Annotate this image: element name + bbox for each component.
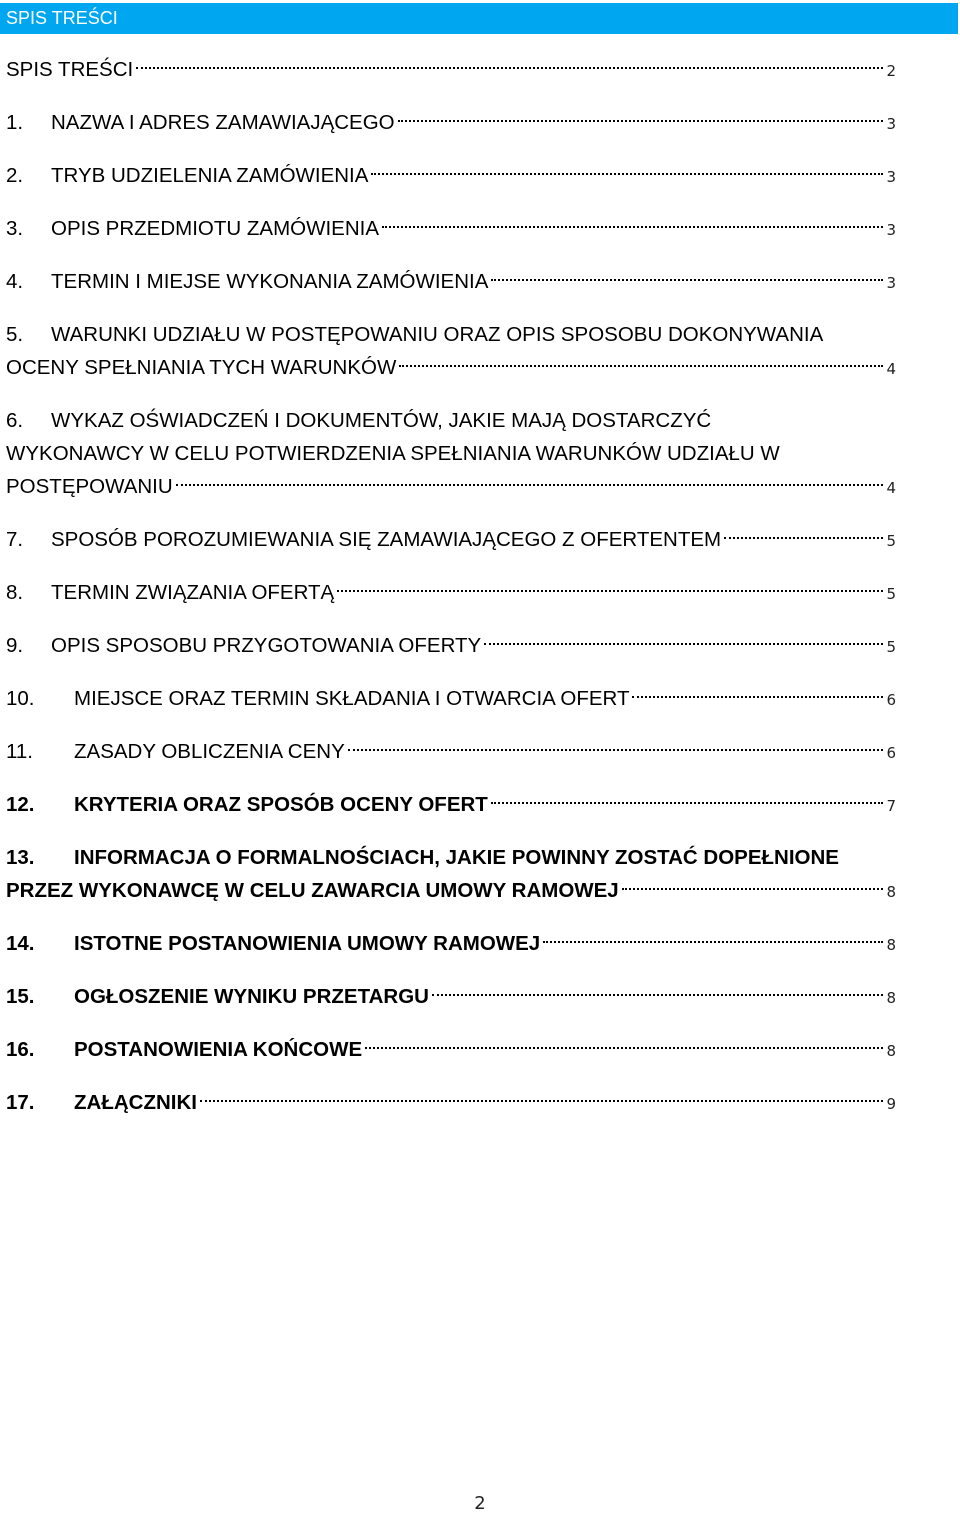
toc-entry-title: SPOSÓB POROZUMIEWANIA SIĘ ZAMAWIAJĄCEGO Z OFERTENTEM	[51, 528, 722, 551]
toc-entry-page: 5	[886, 638, 896, 656]
toc-entry-title: TRYB UDZIELENIA ZAMÓWIENIA	[51, 164, 369, 187]
toc-entry[interactable]	[6, 735, 896, 768]
toc-entry-page: 5	[886, 585, 896, 603]
toc-entry[interactable]	[6, 1086, 896, 1119]
toc-entry-number: 1.	[6, 111, 24, 134]
toc-entry-page: 7	[886, 797, 896, 815]
toc-entry-page: 3	[886, 168, 896, 186]
toc-entry[interactable]	[6, 318, 896, 384]
dot-leader	[491, 279, 883, 281]
toc-entry[interactable]	[6, 53, 896, 86]
toc-entry-page: 8	[886, 1042, 896, 1060]
toc-entry-number: 12.	[6, 793, 35, 816]
toc-entry-number: 17.	[6, 1091, 35, 1114]
toc-entry[interactable]	[6, 404, 896, 503]
toc-entry-page: 4	[886, 479, 896, 497]
dot-leader	[724, 537, 883, 539]
dot-leader	[371, 173, 883, 175]
toc-entry[interactable]	[6, 106, 896, 139]
toc-entry-number: 10.	[6, 687, 35, 710]
toc-entry[interactable]	[6, 212, 896, 245]
toc-entry-title: OCENY SPEŁNIANIA TYCH WARUNKÓW	[6, 356, 397, 379]
dot-leader	[491, 802, 884, 804]
toc-entry-number: 7.	[6, 528, 24, 551]
toc-entry-page: 8	[886, 883, 896, 901]
toc-entry-page: 3	[886, 221, 896, 239]
toc-entry[interactable]	[6, 1033, 896, 1066]
toc-entry-number: 6.	[6, 409, 24, 432]
toc-entry-number: 13.	[6, 846, 35, 869]
toc-entry-title: KRYTERIA ORAZ SPOSÓB OCENY OFERT	[74, 793, 488, 816]
toc-entry-number: 15.	[6, 985, 35, 1008]
toc-entry-title: ZAŁĄCZNIKI	[74, 1091, 197, 1114]
toc-entry[interactable]	[6, 841, 896, 907]
toc-entry-page: 6	[886, 744, 896, 762]
dot-leader	[348, 749, 884, 751]
toc-entry[interactable]	[6, 629, 896, 662]
toc-entry-number: 9.	[6, 634, 24, 657]
toc-entry-number: 8.	[6, 581, 24, 604]
page-number: 2	[474, 1493, 486, 1514]
toc-entry[interactable]	[6, 980, 896, 1013]
dot-leader	[337, 590, 883, 592]
toc-entry-page: 5	[886, 532, 896, 550]
toc-entry-title: OGŁOSZENIE WYNIKU PRZETARGU	[74, 985, 429, 1008]
toc-entry-title: WARUNKI UDZIAŁU W POSTĘPOWANIU ORAZ OPIS SPOSOBU DOKONYWANIA	[51, 323, 824, 346]
toc-entry-title: POSTĘPOWANIU	[6, 475, 173, 498]
dot-leader	[365, 1047, 883, 1049]
toc-entry-page: 9	[886, 1095, 896, 1113]
dot-leader	[622, 888, 884, 890]
toc-entry-page: 2	[886, 62, 896, 80]
dot-leader	[398, 120, 884, 122]
toc-entry-page: 6	[886, 691, 896, 709]
dot-leader	[382, 226, 883, 228]
toc-entry-title: ZASADY OBLICZENIA CENY	[74, 740, 345, 763]
toc-entry-number: 16.	[6, 1038, 35, 1061]
toc-entry-number: 11.	[6, 740, 33, 763]
toc-entry-title: WYKAZ OŚWIADCZEŃ I DOKUMENTÓW, JAKIE MAJĄ DOSTARCZYĆ	[51, 409, 712, 432]
toc-entry-title: TERMIN I MIEJSE WYKONANIA ZAMÓWIENIA	[51, 270, 489, 293]
toc-entry[interactable]	[6, 523, 896, 556]
toc-entry-page: 3	[886, 274, 896, 292]
toc-entry[interactable]	[6, 576, 896, 609]
toc-entry-title: MIEJSCE ORAZ TERMIN SKŁADANIA I OTWARCIA OFERT	[74, 687, 630, 710]
toc-entry-title: OPIS PRZEDMIOTU ZAMÓWIENIA	[51, 217, 380, 240]
toc-entry[interactable]	[6, 927, 896, 960]
toc-entry-title: PRZEZ WYKONAWCĘ W CELU ZAWARCIA UMOWY RAMOWEJ	[6, 879, 619, 902]
toc-entry-page: 4	[886, 360, 896, 378]
table-of-contents	[6, 53, 896, 1119]
toc-entry-page: 3	[886, 115, 896, 133]
toc-entry[interactable]	[6, 682, 896, 715]
toc-entry-title: OPIS SPOSOBU PRZYGOTOWANIA OFERTY	[51, 634, 482, 657]
toc-entry-page: 8	[886, 989, 896, 1007]
dot-leader	[432, 994, 883, 996]
toc-entry-title: ISTOTNE POSTANOWIENIA UMOWY RAMOWEJ	[74, 932, 541, 955]
toc-entry-title: NAZWA I ADRES ZAMAWIAJĄCEGO	[51, 111, 395, 134]
toc-header-title: SPIS TREŚCI	[6, 8, 118, 28]
dot-leader	[399, 365, 883, 367]
toc-entry-number: 4.	[6, 270, 24, 293]
toc-entry-title: SPIS TREŚCI	[6, 58, 134, 81]
toc-entry-title: WYKONAWCY W CELU POTWIERDZENIA SPEŁNIANIA WARUNKÓW UDZIAŁU W	[6, 442, 780, 465]
dot-leader	[632, 696, 883, 698]
toc-entry-page: 8	[886, 936, 896, 954]
toc-entry-number: 3.	[6, 217, 24, 240]
dot-leader	[200, 1100, 883, 1102]
toc-entry[interactable]	[6, 265, 896, 298]
dot-leader	[484, 643, 883, 645]
dot-leader	[136, 67, 883, 69]
toc-entry-title: TERMIN ZWIĄZANIA OFERTĄ	[51, 581, 335, 604]
toc-entry-title: INFORMACJA O FORMALNOŚCIACH, JAKIE POWINNY ZOSTAĆ DOPEŁNIONE	[74, 846, 839, 869]
toc-entry-number: 2.	[6, 164, 24, 187]
toc-entry-number: 5.	[6, 323, 24, 346]
toc-entry[interactable]	[6, 788, 896, 821]
dot-leader	[543, 941, 883, 943]
toc-header-bar	[0, 3, 958, 34]
toc-entry[interactable]	[6, 159, 896, 192]
toc-entry-number: 14.	[6, 932, 35, 955]
dot-leader	[176, 484, 884, 486]
toc-entry-title: POSTANOWIENIA KOŃCOWE	[74, 1038, 363, 1061]
